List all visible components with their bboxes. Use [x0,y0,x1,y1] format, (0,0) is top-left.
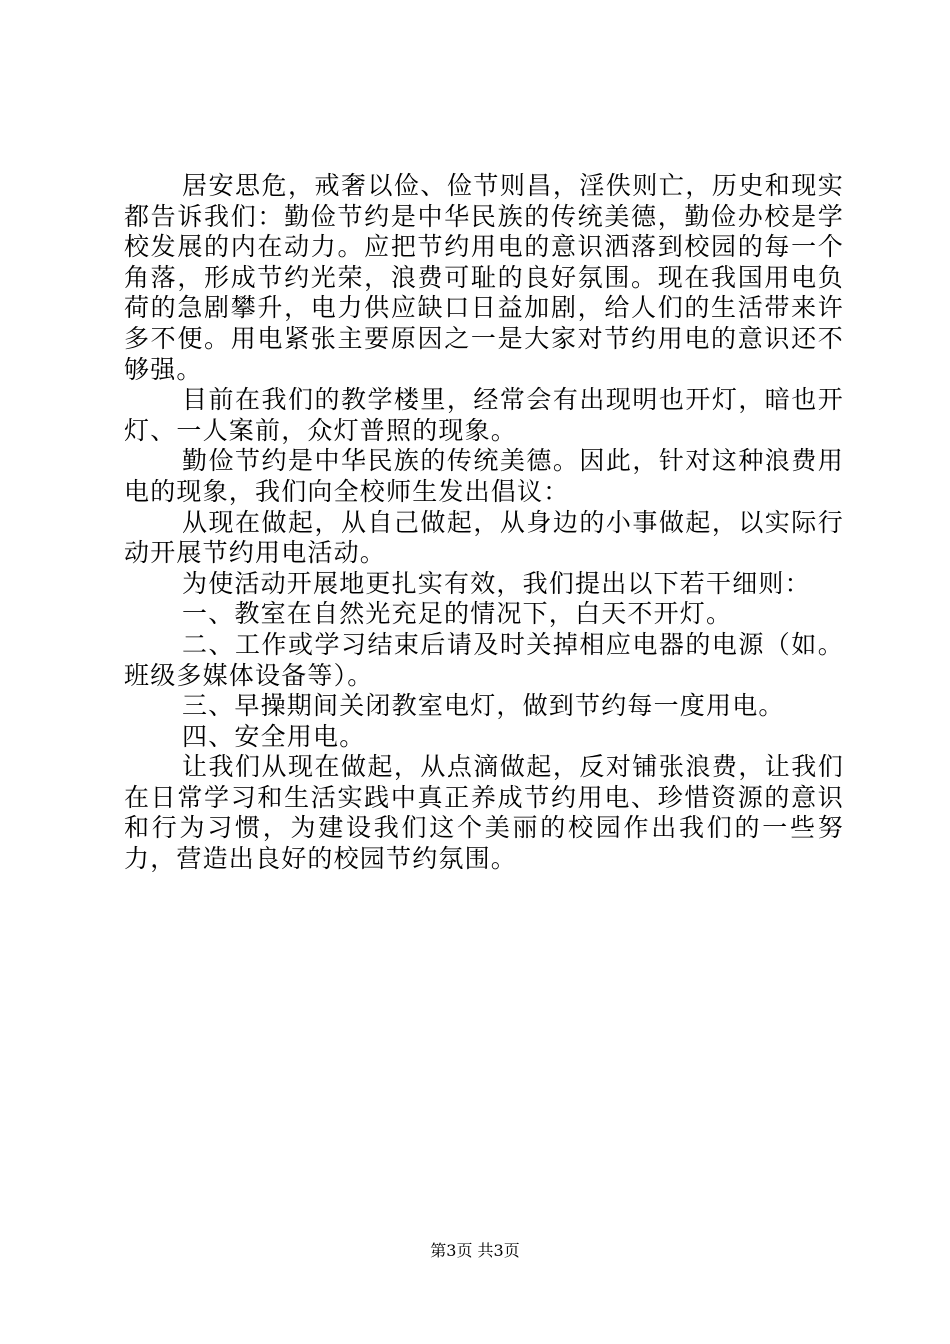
paragraph-intro: 居安思危，戒奢以俭、俭节则昌，淫佚则亡，历史和现实都告诉我们：勤俭节约是中华民族的传统美德，勤俭办校是学校发展的内在动力。应把节约用电的意识洒落到校园的每一个角落，形成节约光荣，浪费可耻的良好氛围。现在我国用电负荷的急剧攀升，电力供应缺口日益加剧，给人们的生活带来许多不便。用电紧张主要原因之一是大家对节约用电的意识还不够强。 [124,171,844,384]
paragraph-current-situation: 目前在我们的教学楼里，经常会有出现明也开灯，暗也开灯、一人案前，众灯普照的现象。 [124,385,844,445]
rule-item-4: 四、安全用电。 [182,721,366,751]
rule-item-3: 三、早操期间关闭教室电灯，做到节约每一度用电。 [182,691,785,721]
page-number-footer: 第3页 共3页 [430,1241,520,1260]
paragraph-proposal: 勤俭节约是中华民族的传统美德。因此，针对这种浪费用电的现象，我们向全校师生发出倡议： [124,446,844,506]
paragraph-rules-intro: 为使活动开展地更扎实有效，我们提出以下若干细则： [182,568,811,598]
document-body [124,171,844,875]
paragraph-start-now: 从现在做起，从自己做起，从身边的小事做起，以实际行动开展节约用电活动。 [124,507,844,568]
rule-item-2: 二、工作或学习结束后请及时关掉相应电器的电源（如。班级多媒体设备等）。 [124,629,844,690]
rule-item-1: 一、教室在自然光充足的情况下，白天不开灯。 [182,599,733,629]
paragraph-closing: 让我们从现在做起，从点滴做起，反对铺张浪费，让我们在日常学习和生活实践中真正养成节约用电、珍惜资源的意识和行为习惯，为建设我们这个美丽的校园作出我们的一些努力，营造出良好的校园节约氛围。 [124,752,844,874]
